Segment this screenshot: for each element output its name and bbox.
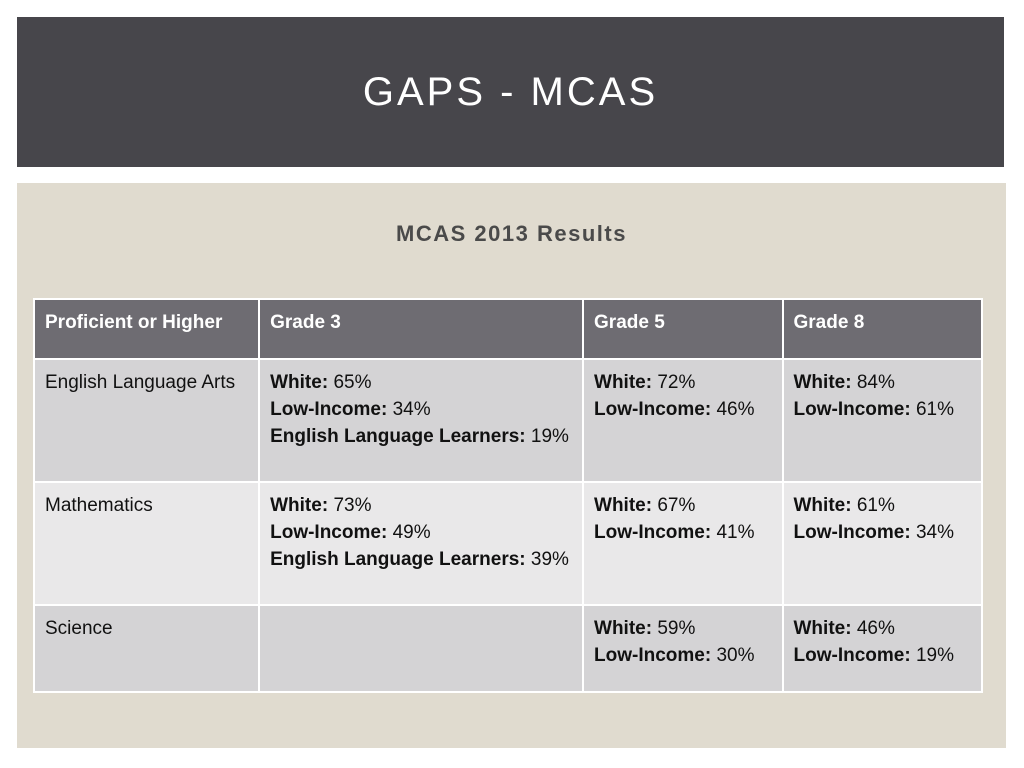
- group-value: 73%: [333, 495, 372, 516]
- result-line: [794, 642, 972, 669]
- group-value: 34%: [915, 522, 954, 543]
- group-value: 34%: [392, 399, 431, 420]
- result-line: [594, 642, 771, 669]
- content-panel: [17, 183, 1006, 748]
- result-line: [594, 369, 771, 396]
- group-label: Low-Income:: [594, 645, 712, 666]
- grade-8-cell: [783, 605, 983, 692]
- group-value: 61%: [915, 399, 954, 420]
- group-label: English Language Learners:: [270, 426, 526, 447]
- group-value: 49%: [392, 522, 431, 543]
- group-value: 61%: [856, 495, 895, 516]
- subject-cell: Science: [34, 605, 259, 692]
- result-line: [270, 423, 572, 450]
- result-line: [594, 519, 771, 546]
- result-line: [270, 369, 572, 396]
- group-label: Low-Income:: [594, 522, 712, 543]
- result-line: [270, 519, 572, 546]
- header-cell-grade-3: Grade 3: [259, 299, 583, 359]
- grade-8-cell: [783, 359, 983, 482]
- grade-5-cell: [583, 482, 782, 605]
- subject-cell: English Language Arts: [34, 359, 259, 482]
- table-row: [34, 605, 982, 692]
- result-line: [794, 615, 972, 642]
- table-subtitle: MCAS 2013 Results: [396, 221, 627, 246]
- group-value: 67%: [657, 495, 696, 516]
- group-label: Low-Income:: [594, 399, 712, 420]
- result-line: [270, 546, 572, 573]
- header-cell-proficient: Proficient or Higher: [34, 299, 259, 359]
- result-line: [594, 615, 771, 642]
- group-label: Low-Income:: [793, 399, 911, 420]
- group-value: 19%: [915, 645, 954, 666]
- group-value: 41%: [716, 522, 755, 543]
- header-cell-grade-5: Grade 5: [583, 299, 782, 359]
- group-label: White:: [793, 495, 852, 516]
- group-label: White:: [270, 372, 329, 393]
- result-line: [794, 369, 972, 396]
- group-label: White:: [270, 495, 329, 516]
- group-label: English Language Learners:: [270, 549, 526, 570]
- table-row: [34, 482, 982, 605]
- group-value: 72%: [657, 372, 696, 393]
- group-label: White:: [594, 618, 653, 639]
- header-row: [34, 299, 982, 359]
- group-value: 84%: [856, 372, 895, 393]
- result-line: [594, 396, 771, 423]
- group-value: 30%: [716, 645, 755, 666]
- results-table: [33, 298, 983, 693]
- group-value: 46%: [716, 399, 755, 420]
- table-row: [34, 359, 982, 482]
- grade-3-cell: [259, 605, 583, 692]
- grade-5-cell: [583, 359, 782, 482]
- grade-3-cell: [259, 359, 583, 482]
- group-label: Low-Income:: [270, 399, 388, 420]
- group-label: White:: [793, 618, 852, 639]
- slide-title: GAPS - MCAS: [362, 69, 659, 114]
- group-label: White:: [793, 372, 852, 393]
- subject-cell: Mathematics: [34, 482, 259, 605]
- result-line: [794, 396, 972, 423]
- group-value: 65%: [333, 372, 372, 393]
- result-line: [594, 492, 771, 519]
- group-value: 39%: [530, 549, 569, 570]
- title-bar: [17, 17, 1004, 167]
- grade-3-cell: [259, 482, 583, 605]
- group-label: Low-Income:: [793, 522, 911, 543]
- group-label: Low-Income:: [793, 645, 911, 666]
- grade-5-cell: [583, 605, 782, 692]
- result-line: [270, 396, 572, 423]
- group-value: 46%: [856, 618, 895, 639]
- group-label: White:: [594, 372, 653, 393]
- result-line: [794, 492, 972, 519]
- group-label: Low-Income:: [270, 522, 388, 543]
- header-cell-grade-8: Grade 8: [783, 299, 983, 359]
- group-value: 59%: [657, 618, 696, 639]
- group-value: 19%: [530, 426, 569, 447]
- grade-8-cell: [783, 482, 983, 605]
- result-line: [270, 492, 572, 519]
- result-line: [794, 519, 972, 546]
- group-label: White:: [594, 495, 653, 516]
